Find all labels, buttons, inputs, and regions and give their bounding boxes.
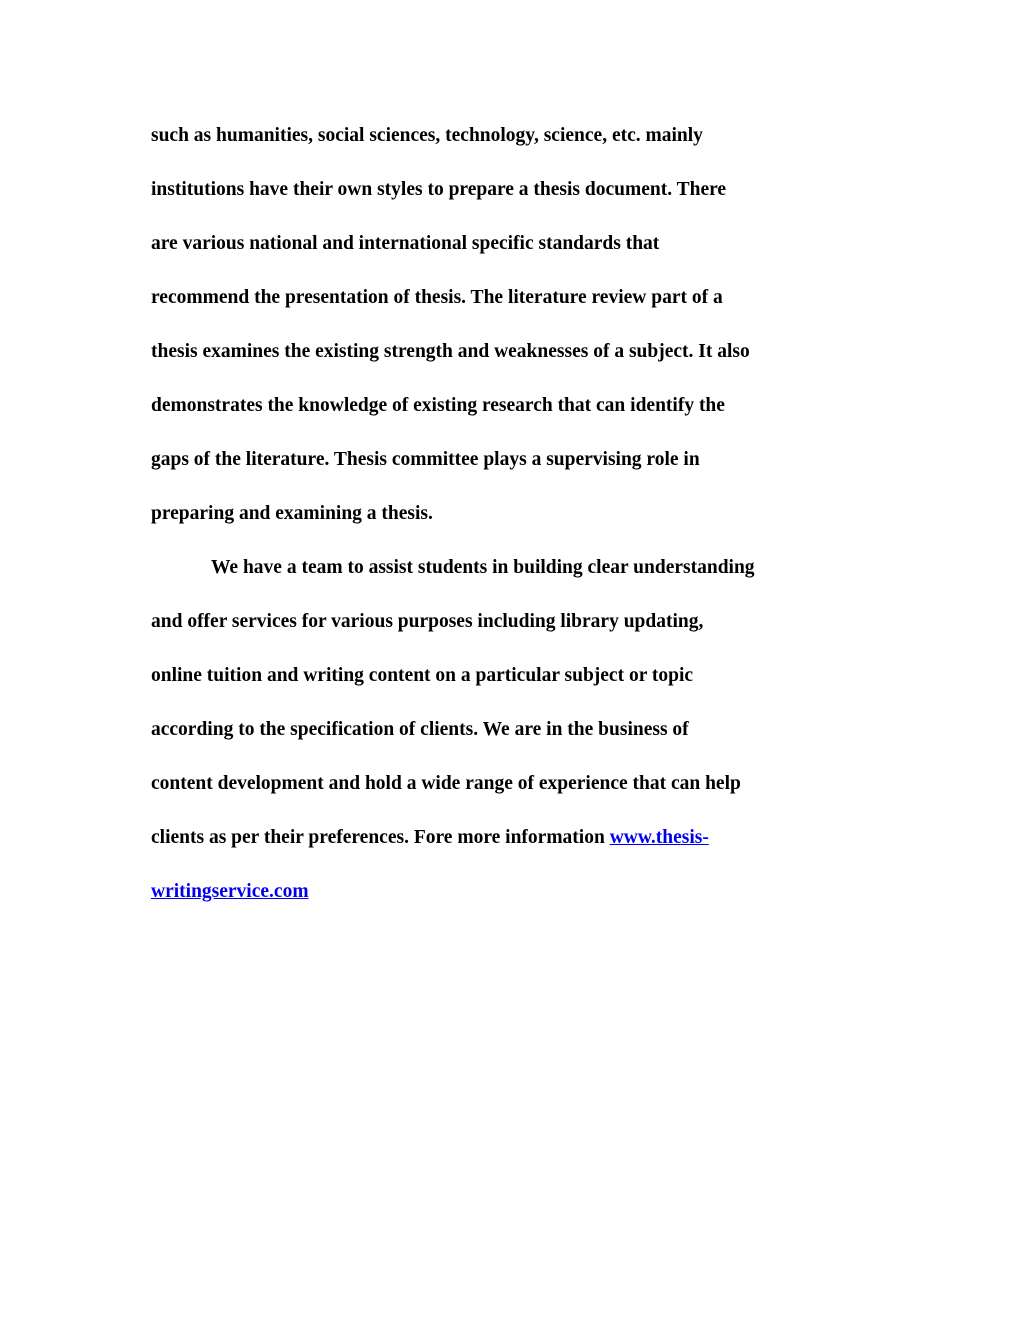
website-link-part1[interactable]: www.thesis- <box>609 827 709 848</box>
text-line: online tuition and writing content on a particular subject or topic <box>151 665 694 686</box>
paragraph-1 <box>151 114 891 546</box>
text-line: thesis examines the existing strength and weaknesses of a subject. It also <box>151 341 750 362</box>
text-line: according to the specification of clients. We are in the business of <box>151 719 689 740</box>
body-text <box>151 114 891 924</box>
website-link-part2[interactable]: writingservice.com <box>151 881 309 902</box>
text-segment: clients as per their preferences. Fore more information <box>151 827 610 848</box>
text-line: institutions have their own styles to prepare a thesis document. There <box>151 179 727 200</box>
text-line: are various national and international specific standards that <box>151 233 660 254</box>
text-line: such as humanities, social sciences, technology, science, etc. mainly <box>151 125 703 146</box>
text-line: demonstrates the knowledge of existing research that can identify the <box>151 395 725 416</box>
text-line-with-link <box>151 816 891 870</box>
text-line: We have a team to assist students in building clear understanding <box>211 557 755 578</box>
text-line: and offer services for various purposes including library updating, <box>151 611 704 632</box>
text-line: gaps of the literature. Thesis committee plays a supervising role in <box>151 449 700 470</box>
paragraph-2 <box>151 546 891 924</box>
text-line: content development and hold a wide range of experience that can help <box>151 773 741 794</box>
text-line-link <box>151 870 891 924</box>
text-line: preparing and examining a thesis. <box>151 503 433 524</box>
text-line: recommend the presentation of thesis. The literature review part of a <box>151 287 723 308</box>
